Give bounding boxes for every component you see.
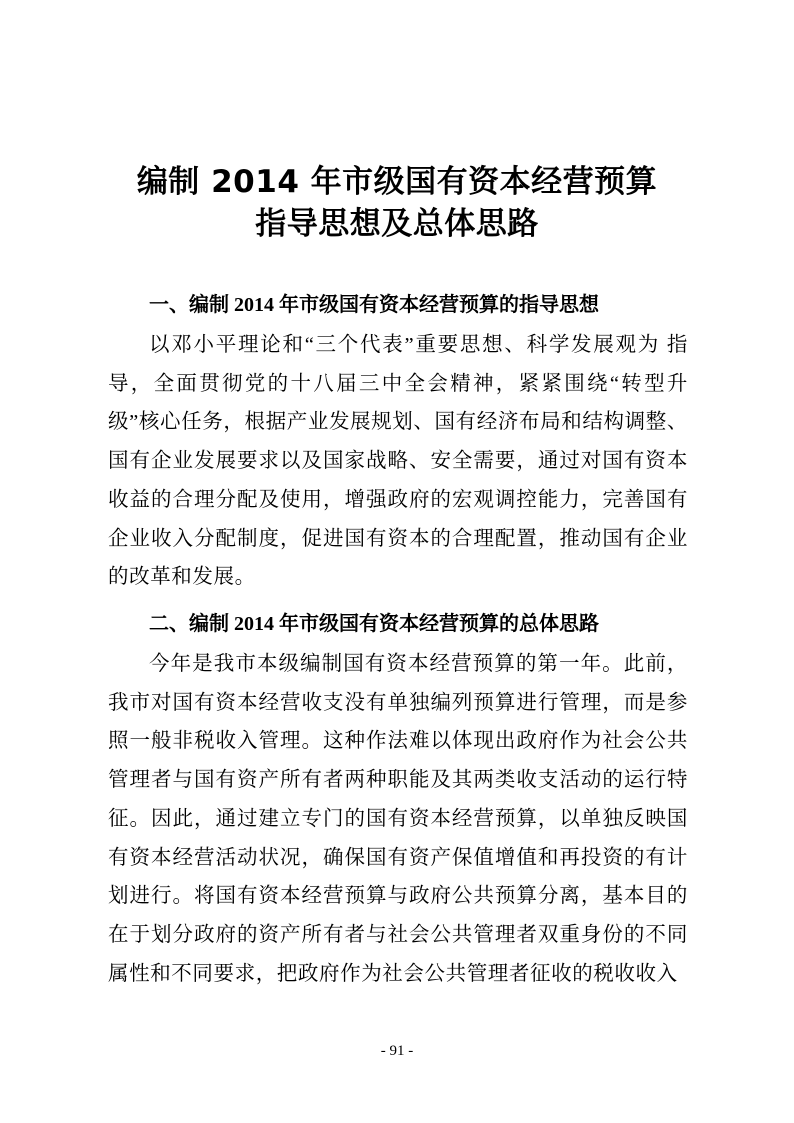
document-title-line-1: 编制 2014 年市级国有资本经营预算	[136, 164, 658, 200]
section-1-heading: 一、编制 2014 年市级国有资本经营预算的指导思想	[149, 294, 599, 316]
page-number: - 91 -	[380, 1043, 414, 1059]
document-title-line-2: 指导思想及总体思路	[255, 206, 539, 242]
section-2-paragraph: 今年是我市本级编制国有资本经营预算的第一年。此前，我市对国有资本经营收支没有单独编列预算进行管理，而是参照一般非税收入管理。这种作法难以体现出政府作为社会公共管理者与国有资产所有者两种职能及其两类收支活动的运行特征。因此，通过建立专门的国有资本经营预算，以单独反映国有资本经营活动状况，确保国有资产保值增值和再投资的有计划进行。将国有资本经营预算与政府公共预算分离，基本目的在于划分政府的资产所有者与社会公共管理者双重身份的不同属性和不同要求，把政府作为社会公共管理者征收的税收收入	[108, 653, 688, 985]
section-1-paragraph: 以邓小平理论和“三个代表”重要思想、科学发展观为 指导，全面贯彻党的十八届三中全会精神，紧紧围绕“转型升级”核心任务，根据产业发展规划、国有经济布局和结构调整、国有企业发展要求以及国家战略、安全需要，通过对国有资本收益的合理分配及使用，增强政府的宏观调控能力，完善国有企业收入分配制度，促进国有资本的合理配置，推动国有企业的改革和发展。	[108, 334, 688, 589]
section-2-heading: 二、编制 2014 年市级国有资本经营预算的总体思路	[149, 613, 599, 635]
